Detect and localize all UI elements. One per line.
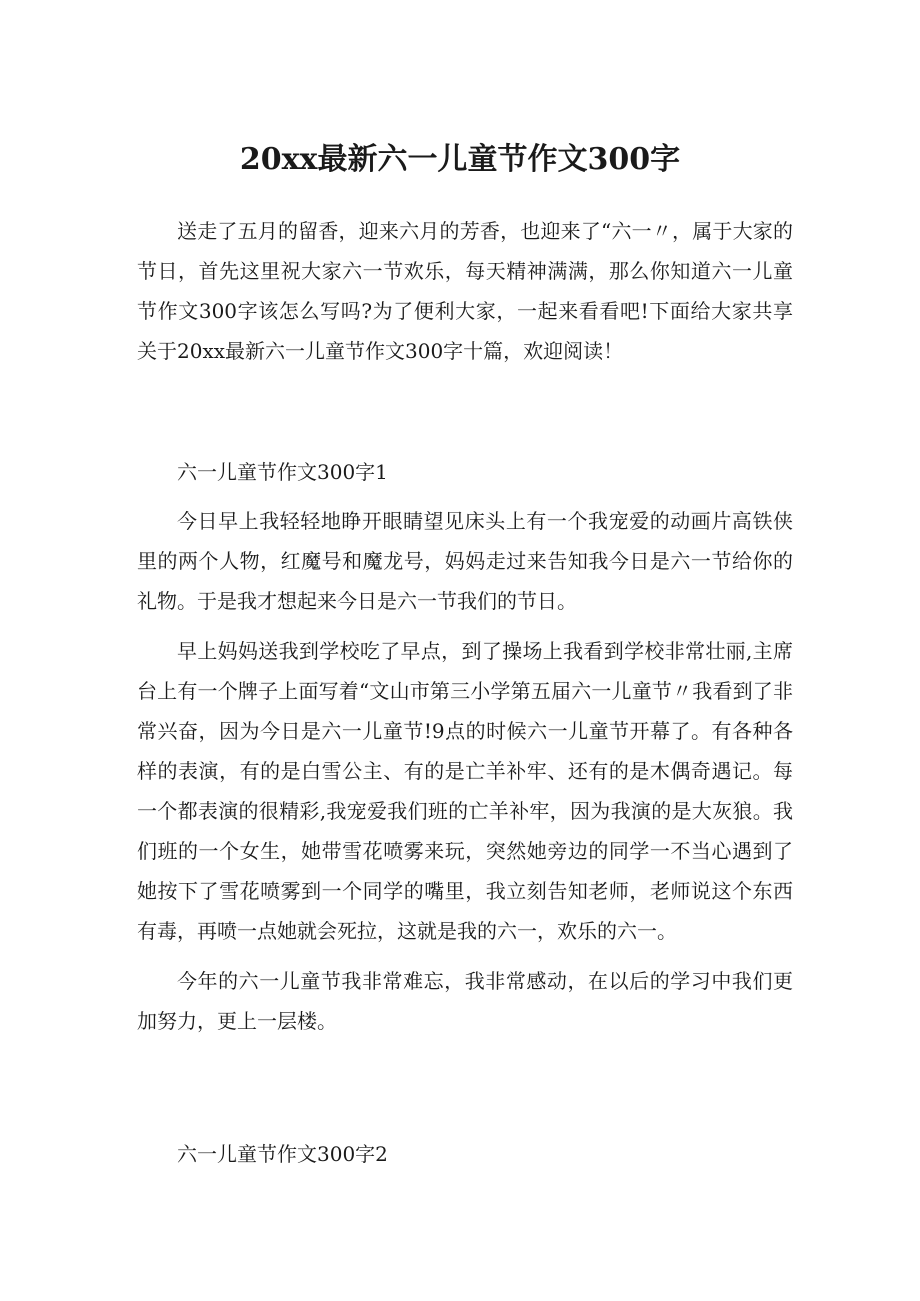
intro-block: [137, 211, 793, 371]
section-2-heading-block: [137, 1134, 793, 1174]
section-1-heading-block: [137, 452, 793, 492]
document-title: 20xx最新六一儿童节作文300字: [239, 142, 681, 177]
intro-paragraph: 送走了五月的留香，迎来六月的芳香，也迎来了“六一〃，属于大家的节日，首先这里祝大家六一节欢乐，每天精神满满，那么你知道六一儿童节作文300字该怎么写吗?为了便利大家，一起来看看吧!下面给大家共享关于20xx最新六一儿童节作文300字十篇，欢迎阅读！: [137, 219, 793, 363]
section-1-paragraph: 今日早上我轻轻地睁开眼睛望见床头上有一个我宠爱的动画片高铁侠里的两个人物，红魔号和魔龙号，妈妈走过来告知我今日是六一节给你的礼物。于是我才想起来今日是六一节我们的节日。: [137, 509, 793, 613]
section-1-paragraph: 早上妈妈送我到学校吃了早点，到了操场上我看到学校非常壮丽,主席台上有一个牌子上面写着“文山市第三小学第五届六一儿童节〃我看到了非常兴奋，因为今日是六一儿童节!9点的时候六一儿童节开幕了。有各种各样的表演，有的是白雪公主、有的是亡羊补牢、还有的是木偶奇遇记。每一个都表演的很精彩,我宠爱我们班的亡羊补牢，因为我演的是大灰狼。我们班的一个女生，她带雪花喷雾来玩，突然她旁边的同学一不当心遇到了她按下了雪花喷雾到一个同学的嘴里，我立刻告知老师，老师说这个东西有毒，再喷一点她就会死拉，这就是我的六一，欢乐的六一。: [137, 639, 793, 943]
section-2-heading: 六一儿童节作文300字2: [177, 1142, 388, 1166]
section-1-paragraph: 今年的六一儿童节我非常难忘，我非常感动，在以后的学习中我们更加努力，更上一层楼。: [137, 969, 793, 1033]
section-1-body: [137, 501, 793, 1041]
section-1-heading: 六一儿童节作文300字1: [177, 460, 388, 484]
